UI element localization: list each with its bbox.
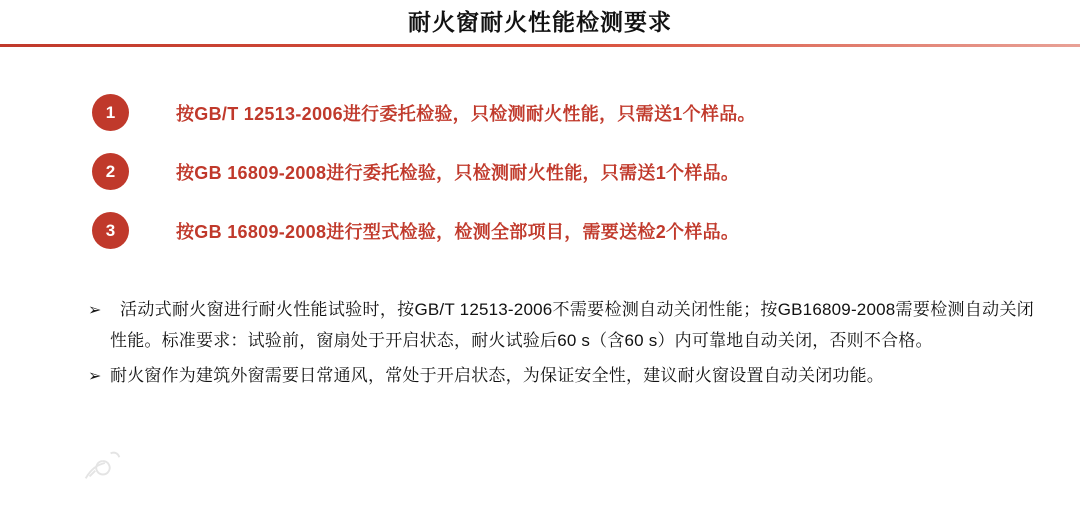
bullet-arrow-icon: ➢ <box>88 300 102 319</box>
list-item-number-badge: 1 <box>92 94 129 131</box>
bullet-notes <box>0 294 1080 391</box>
watermark-logo-icon <box>78 440 124 486</box>
list-item-number-badge: 2 <box>92 153 129 190</box>
bullet-item-text: 活动式耐火窗进行耐火性能试验时，按GB/T 12513-2006不需要检测自动关闭性能；按GB16809-2008需要检测自动关闭性能。标准要求：试验前，窗扇处于开启状态，耐火试验后60 s（含60 s）内可靠地自动关闭，否则不合格。 <box>110 300 1034 350</box>
list-item-label: 按GB 16809-2008进行委托检验，只检测耐火性能，只需送1个样品。 <box>176 162 740 183</box>
title-area <box>0 0 1080 47</box>
list-item <box>92 142 1080 201</box>
list-item <box>92 201 1080 260</box>
bullet-item <box>88 294 1034 356</box>
title-divider <box>0 44 1080 47</box>
list-item <box>92 83 1080 142</box>
page-title: 耐火窗耐火性能检测要求 <box>408 9 672 35</box>
bullet-item-text: 耐火窗作为建筑外窗需要日常通风，常处于开启状态，为保证安全性，建议耐火窗设置自动关闭功能。 <box>110 366 884 385</box>
numbered-requirements-list <box>0 83 1080 260</box>
bullet-item <box>88 360 1034 391</box>
list-item-label: 按GB 16809-2008进行型式检验，检测全部项目，需要送检2个样品。 <box>176 221 740 242</box>
bullet-arrow-icon: ➢ <box>88 366 102 385</box>
list-item-label: 按GB/T 12513-2006进行委托检验，只检测耐火性能，只需送1个样品。 <box>176 103 756 124</box>
list-item-number-badge: 3 <box>92 212 129 249</box>
